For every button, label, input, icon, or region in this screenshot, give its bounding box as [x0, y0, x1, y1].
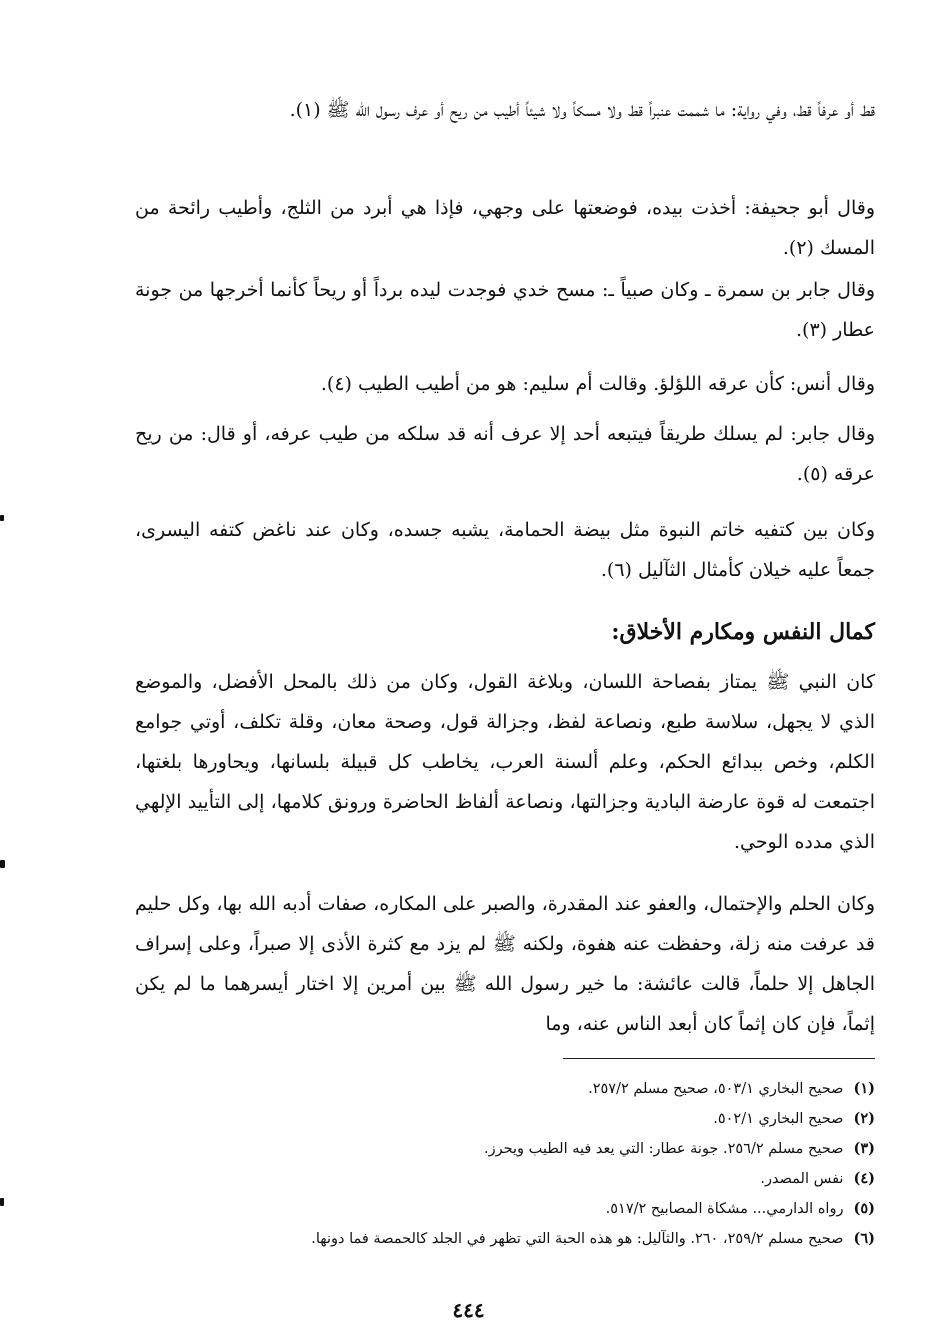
footnote-item — [115, 1224, 875, 1254]
footnote-number: (٦) — [853, 1230, 875, 1247]
paragraph-anas — [135, 364, 875, 404]
footnote-text: صحيح البخاري ٥٠٢/١. — [713, 1111, 844, 1127]
paragraph-abu-juhaifa — [135, 188, 875, 268]
footnote-number: (١) — [853, 1080, 875, 1097]
paragraph-text: وقال جابر بن سمرة ـ وكان صبياً ـ: مسح خدي فوجدت ليده برداً أو ريحاً كأنما أخرجها من جونة عطار (٣). — [135, 279, 875, 341]
footnote-divider — [563, 1058, 875, 1059]
paragraph-text: وقال جابر: لم يسلك طريقاً فيتبعه أحد إلا عرف أنه قد سلكه من طيب عرفه، أو قال: من ريح عرقه (٥). — [135, 423, 875, 485]
paragraph-text: وقال أبو جحيفة: أخذت بيده، فوضعتها على وجهي، فإذا هي أبرد من الثلج، وأطيب رائحة من المسك (٢). — [135, 197, 875, 259]
scan-speck — [0, 515, 4, 521]
footnote-item — [115, 1164, 875, 1194]
paragraph-text: وكان الحلم والإحتمال، والعفو عند المقدرة، والصبر على المكاره، صفات أدبه الله بها، وكل حليم قد عرفت منه زلة، وحفظت عنه هفوة، ولكنه ﷺ لم يزد مع كثرة الأذى إلا صبراً، وعلى إسراف الجاهل إلا حلماً، قالت عائشة: ما خير رسول الله ﷺ بين أمرين إلا اختار أيسرهما ما لم يكن إثماً، فإن كان إثماً كان أبعد الناس عنه، وما — [135, 893, 875, 1035]
paragraph-eloquence — [135, 662, 875, 862]
scan-speck — [0, 860, 5, 868]
footnote-number: (٤) — [853, 1170, 875, 1187]
paragraph-text: وقال أنس: كأن عرقه اللؤلؤ. وقالت أم سليم: هو من أطيب الطيب (٤). — [320, 373, 875, 395]
paragraph-text: كان النبي ﷺ يمتاز بفصاحة اللسان، وبلاغة القول، وكان من ذلك بالمحل الأفضل، والموضع الذي لا يجهل، سلاسة طبع، ونصاعة لفظ، وجزالة قول، وصحة معان، وقلة تكلف، أوتي جوامع الكلم، وخص ببدائع الحكم، وعلم ألسنة العرب، يخاطب كل قبيلة بلسانها، ويحاورها بلغتها، اجتمعت له قوة عارضة البادية وجزالتها، ونصاعة ألفاظ الحاضرة ورونق كلامها، إلى التأييد الإلهي الذي مدده الوحي. — [135, 671, 875, 853]
footnote-number: (٣) — [853, 1140, 875, 1157]
footnote-item — [115, 1104, 875, 1134]
footnote-text: صحيح مسلم ٢٥٦/٢. جونة عطار: التي يعد فيه الطيب ويحرز. — [484, 1141, 844, 1157]
page-number: ٤٤٤ — [452, 1298, 485, 1322]
footnote-number: (٢) — [853, 1110, 875, 1127]
footnote-text: رواه الدارمي... مشكاة المصابيح ٥١٧/٢. — [605, 1201, 844, 1217]
footnote-number: (٥) — [853, 1200, 875, 1217]
scan-speck — [0, 1198, 4, 1206]
section-heading: كمال النفس ومكارم الأخلاق: — [611, 619, 875, 645]
paragraph-jabir-samura — [135, 270, 875, 350]
footnote-item — [115, 1194, 875, 1224]
footnote-text: صحيح مسلم ٢٥٩/٢، ٢٦٠. والثآليل: هو هذه الحبة التي تظهر في الجلد كالحمصة فما دونها. — [311, 1231, 844, 1247]
paragraph-ism — [135, 90, 875, 130]
paragraph-text: قط أو عرفاً قط، وفي رواية: ما شممت عنبراً قط ولا مسكاً ولا شيئاً أطيب من ريح أو عرف رسول الله ﷺ (١). — [289, 99, 875, 121]
footnotes-list — [115, 1074, 875, 1254]
paragraph-forbearance — [135, 884, 875, 1044]
footnote-text: نفس المصدر. — [760, 1171, 844, 1187]
footnote-item — [115, 1074, 875, 1104]
paragraph-jabir — [135, 414, 875, 494]
footnote-text: صحيح البخاري ٥٠٣/١، صحيح مسلم ٢٥٧/٢. — [588, 1081, 844, 1097]
paragraph-text: وكان بين كتفيه خاتم النبوة مثل بيضة الحمامة، يشبه جسده، وكان عند ناغض كتفه اليسرى، جمعاً عليه خيلان كأمثال الثآليل (٦). — [135, 519, 875, 581]
footnote-item — [115, 1134, 875, 1164]
paragraph-khatam — [135, 510, 875, 590]
